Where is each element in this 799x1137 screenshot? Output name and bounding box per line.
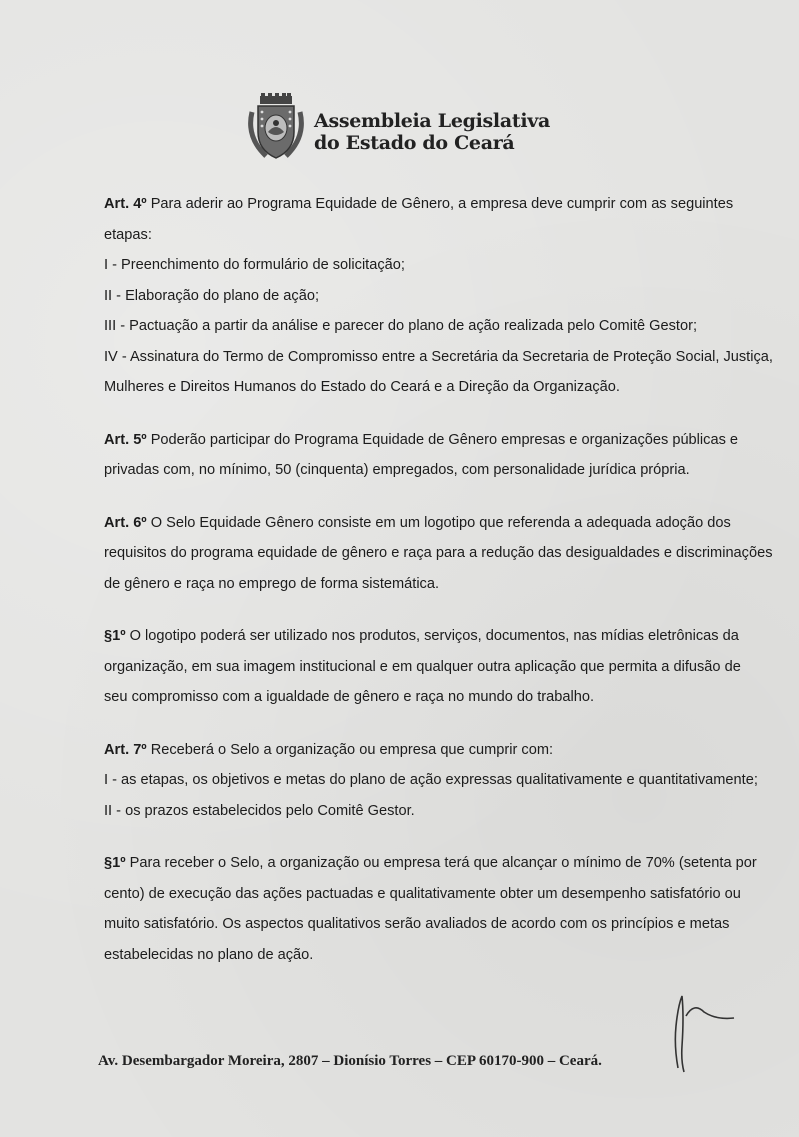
article-5-line1 [104,425,768,456]
article-7-par1-label: §1º [104,855,126,871]
article-6-line1 [104,508,768,539]
institution-name [314,110,550,154]
article-7-paragraph-1 [104,848,768,970]
article-4-label: Art. 4º [104,196,147,212]
article-6 [104,508,773,600]
article-7-line1 [104,735,768,766]
article-6-par1-line2: organização, em sua imagem institucional e em qualquer outra aplicação que permita a difusão de [104,658,741,675]
article-4 [104,189,773,403]
article-4-line2: etapas: [104,226,152,243]
footer-address: Av. Desembargador Moreira, 2807 – Dionísio Torres – CEP 60170-900 – Ceará. [98,1053,602,1069]
article-6-par1-label: §1º [104,628,126,644]
document-body [104,189,773,970]
article-4-item: III - Pactuação a partir da análise e parecer do plano de ação realizada pelo Comitê Gestor; [104,318,698,334]
article-4-line1 [104,189,768,220]
institution-name-line1: Assembleia Legislativa [314,110,550,132]
article-7-par1-line4: estabelecidas no plano de ação. [104,946,314,963]
article-6-paragraph-1 [104,621,768,713]
article-4-item: Mulheres e Direitos Humanos do Estado do Ceará e a Direção da Organização. [104,379,620,395]
article-7-label: Art. 7º [104,741,147,758]
article-4-item: II - Elaboração do plano de ação; [104,287,320,304]
article-7-par1-text: Para receber o Selo, a organização ou empresa terá que alcançar o mínimo de 70% (setenta por [125,855,757,871]
article-6-par1-text: O logotipo poderá ser utilizado nos produtos, serviços, documentos, nas mídias eletrônicas da [125,628,739,644]
article-4-item: I - Preenchimento do formulário de solicitação; [104,257,405,273]
article-7-item: I - as etapas, os objetivos e metas do plano de ação expressas qualitativamente e quantitativamente; [104,772,758,788]
state-coat-of-arms-icon [246,92,306,162]
article-7-par1-line2: cento) de execução das ações pactuadas e qualitativamente obter um desempenho satisfatório ou [104,885,741,902]
institution-name-line2: do Estado do Ceará [314,132,515,154]
article-5-line2: privadas com, no mínimo, 50 (cinquenta) empregados, com personalidade jurídica própria. [104,462,690,478]
article-5-text: Poderão participar do Programa Equidade de Gênero empresas e organizações públicas e [146,431,739,448]
article-7-par1-line3: muito satisfatório. Os aspectos qualitativos serão avaliados de acordo com os princípios e metas [104,916,730,932]
article-6-line2: requisitos do programa equidade de gênero e raça para a redução das desigualdades e discriminações [104,545,773,561]
article-6-par1-line1 [104,621,768,652]
article-4-item: IV - Assinatura do Termo de Compromisso entre a Secretária da Secretaria de Proteção Social, Justiça, [104,348,773,365]
article-6-label: Art. 6º [104,514,147,531]
article-7-par1-line1 [104,848,768,879]
article-6-line3: de gênero e raça no emprego de forma sistemática. [104,575,440,592]
article-6-par1-line3: seu compromisso com a igualdade de gênero e raça no mundo do trabalho. [104,689,595,705]
article-6-text: O Selo Equidade Gênero consiste em um logotipo que referenda a adequada adoção dos [146,514,731,531]
article-7 [104,735,768,827]
letterhead [246,92,566,164]
article-7-text: Receberá o Selo a organização ou empresa que cumprir com: [146,741,554,758]
article-4-text: Para aderir ao Programa Equidade de Gênero, a empresa deve cumprir com as seguintes [146,196,734,212]
article-7-item: II - os prazos estabelecidos pelo Comitê Gestor. [104,802,415,819]
article-5-label: Art. 5º [104,431,147,448]
article-5 [104,425,768,486]
